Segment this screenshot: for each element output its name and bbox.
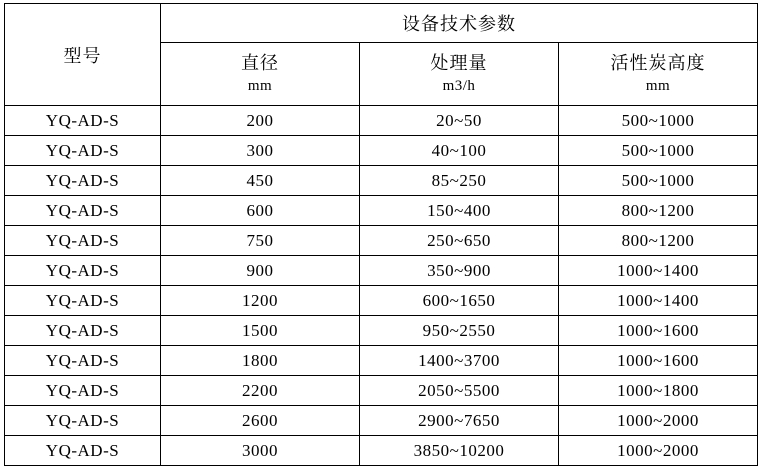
table-row bbox=[5, 346, 758, 376]
table-row bbox=[5, 106, 758, 136]
column-header-diameter-label: 直径 bbox=[241, 53, 279, 74]
cell-model: YQ-AD-S bbox=[5, 316, 161, 346]
cell-flow: 950~2550 bbox=[360, 316, 559, 346]
table-row bbox=[5, 196, 758, 226]
cell-model: YQ-AD-S bbox=[5, 166, 161, 196]
table-row bbox=[5, 136, 758, 166]
table-row bbox=[5, 406, 758, 436]
table-header bbox=[5, 4, 758, 106]
cell-model: YQ-AD-S bbox=[5, 406, 161, 436]
cell-carbon-height: 1000~1600 bbox=[559, 346, 758, 376]
cell-carbon-height: 1000~2000 bbox=[559, 436, 758, 466]
table-row bbox=[5, 166, 758, 196]
cell-diameter: 600 bbox=[161, 196, 360, 226]
table-row bbox=[5, 226, 758, 256]
cell-diameter: 900 bbox=[161, 256, 360, 286]
column-header-diameter-unit: mm bbox=[247, 78, 273, 95]
cell-model: YQ-AD-S bbox=[5, 256, 161, 286]
column-header-flow-label: 处理量 bbox=[430, 53, 488, 74]
cell-diameter: 450 bbox=[161, 166, 360, 196]
cell-flow: 20~50 bbox=[360, 106, 559, 136]
cell-flow: 85~250 bbox=[360, 166, 559, 196]
cell-model: YQ-AD-S bbox=[5, 376, 161, 406]
cell-model: YQ-AD-S bbox=[5, 136, 161, 166]
cell-carbon-height: 500~1000 bbox=[559, 166, 758, 196]
table-row bbox=[5, 436, 758, 466]
header-row-group bbox=[5, 4, 758, 43]
cell-carbon-height: 1000~1400 bbox=[559, 256, 758, 286]
column-header-carbon-height bbox=[559, 43, 758, 106]
column-header-model: 型号 bbox=[5, 4, 161, 106]
table-body bbox=[5, 106, 758, 466]
cell-carbon-height: 500~1000 bbox=[559, 136, 758, 166]
cell-carbon-height: 1000~1800 bbox=[559, 376, 758, 406]
cell-carbon-height: 1000~2000 bbox=[559, 406, 758, 436]
cell-diameter: 3000 bbox=[161, 436, 360, 466]
cell-flow: 350~900 bbox=[360, 256, 559, 286]
cell-diameter: 2600 bbox=[161, 406, 360, 436]
cell-model: YQ-AD-S bbox=[5, 286, 161, 316]
column-header-flow-unit: m3/h bbox=[442, 78, 476, 95]
cell-carbon-height: 800~1200 bbox=[559, 196, 758, 226]
cell-flow: 40~100 bbox=[360, 136, 559, 166]
cell-model: YQ-AD-S bbox=[5, 196, 161, 226]
cell-diameter: 750 bbox=[161, 226, 360, 256]
cell-diameter: 2200 bbox=[161, 376, 360, 406]
cell-flow: 1400~3700 bbox=[360, 346, 559, 376]
table-row bbox=[5, 376, 758, 406]
cell-flow: 2900~7650 bbox=[360, 406, 559, 436]
table-row bbox=[5, 286, 758, 316]
cell-carbon-height: 500~1000 bbox=[559, 106, 758, 136]
cell-model: YQ-AD-S bbox=[5, 106, 161, 136]
column-header-flow bbox=[360, 43, 559, 106]
cell-diameter: 1500 bbox=[161, 316, 360, 346]
cell-diameter: 300 bbox=[161, 136, 360, 166]
cell-model: YQ-AD-S bbox=[5, 226, 161, 256]
cell-diameter: 1200 bbox=[161, 286, 360, 316]
cell-flow: 3850~10200 bbox=[360, 436, 559, 466]
column-group-header-specs: 设备技术参数 bbox=[161, 4, 758, 43]
table-row bbox=[5, 316, 758, 346]
cell-carbon-height: 800~1200 bbox=[559, 226, 758, 256]
cell-carbon-height: 1000~1600 bbox=[559, 316, 758, 346]
cell-carbon-height: 1000~1400 bbox=[559, 286, 758, 316]
column-header-carbon-height-label: 活性炭高度 bbox=[610, 53, 706, 74]
equipment-spec-table bbox=[4, 3, 758, 466]
cell-model: YQ-AD-S bbox=[5, 436, 161, 466]
table-row bbox=[5, 256, 758, 286]
cell-diameter: 200 bbox=[161, 106, 360, 136]
cell-diameter: 1800 bbox=[161, 346, 360, 376]
cell-flow: 150~400 bbox=[360, 196, 559, 226]
column-header-diameter bbox=[161, 43, 360, 106]
cell-model: YQ-AD-S bbox=[5, 346, 161, 376]
cell-flow: 600~1650 bbox=[360, 286, 559, 316]
cell-flow: 2050~5500 bbox=[360, 376, 559, 406]
column-header-carbon-height-unit: mm bbox=[645, 78, 671, 95]
cell-flow: 250~650 bbox=[360, 226, 559, 256]
